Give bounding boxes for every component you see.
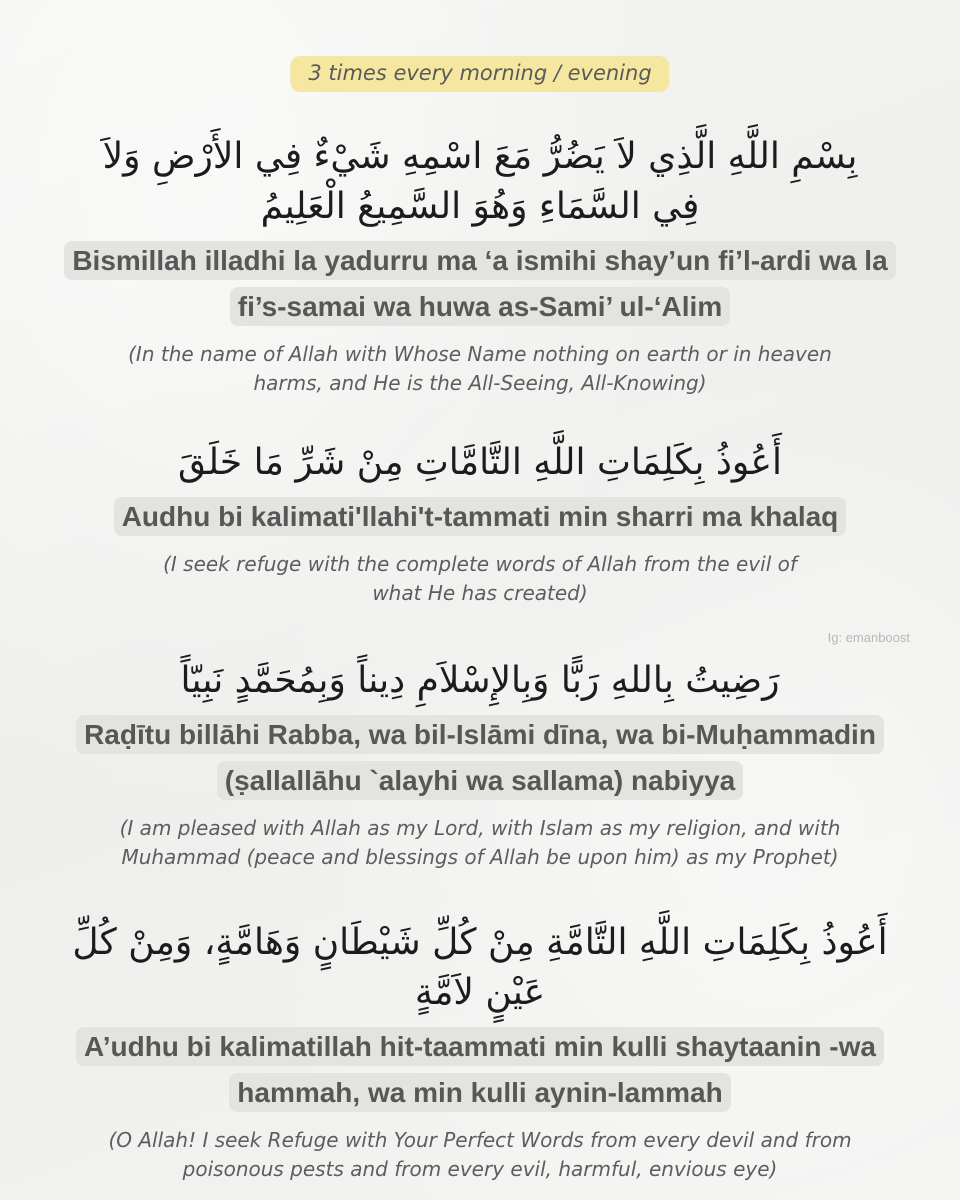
dua-2-transliteration-wrap (40, 494, 920, 540)
dua-3-transliteration-wrap (40, 712, 920, 804)
dua-section-4 (40, 918, 920, 1184)
dua-4-translation: (O Allah! I seek Refuge with Your Perfect Words from every devil and from poisonous pests and from every evil, harmful, envious eye) (108, 1128, 852, 1181)
dua-3-transliteration: Raḍītu billāhi Rabba, wa bil-Islāmi dīna, wa bi-Muḥammadin (ṣallallāhu `alayhi wa sallama) nabiyya (76, 715, 884, 800)
dua-section-2 (40, 438, 920, 608)
dua-1-transliteration: Bismillah illadhi la yadurru ma ‘a ismihi shay’un fi’l-ardi wa la fi’s-samai wa huwa as-Sami’ ul-‘Alim (64, 241, 895, 326)
dua-4-transliteration-wrap (40, 1024, 920, 1116)
instagram-watermark: Ig: emanboost (827, 630, 910, 645)
dua-2-arabic: أَعُوذُ بِكَلِمَاتِ اللَّهِ التَّامَّاتِ مِنْ شَرِّ مَا خَلَقَ (177, 442, 782, 483)
dua-3-translation: (I am pleased with Allah as my Lord, with Islam as my religion, and with Muhammad (peace and blessings of Allah be upon him) as my Prophet) (119, 816, 841, 869)
dua-section-1 (40, 132, 920, 398)
dua-4-transliteration: A’udhu bi kalimatillah hit-taammati min kulli shaytaanin -wa hammah, wa min kulli aynin-lammah (76, 1027, 884, 1112)
dua-1-translation: (In the name of Allah with Whose Name nothing on earth or in heaven harms, and He is the All-Seeing, All-Knowing) (128, 342, 832, 395)
dua-4-arabic: أَعُوذُ بِكَلِمَاتِ اللَّهِ التَّامَّةِ مِنْ كُلِّ شَيْطَانٍ وَهَامَّةٍ، وَمِنْ كُلِّ عَيْنٍ لاَمَّةٍ (72, 922, 888, 1013)
dua-3-arabic: رَضِيتُ بِاللهِ رَبًّا وَبِالإِسْلاَمِ دِيناً وَبِمُحَمَّدٍ نَبِيّاً (180, 660, 780, 701)
dua-1-transliteration-wrap (40, 238, 920, 330)
frequency-label: 3 times every morning / evening (290, 56, 669, 92)
dua-2-transliteration: Audhu bi kalimati'llahi't-tammati min sharri ma khalaq (114, 497, 847, 536)
dua-1-arabic: بِسْمِ اللَّهِ الَّذِي لاَ يَضُرُّ مَعَ اسْمِهِ شَيْءٌ فِي الأَرْضِ وَلاَ فِي السَّمَاءِ وَهُوَ السَّمِيعُ الْعَلِيمُ (102, 136, 858, 227)
dua-2-translation: (I seek refuge with the complete words of Allah from the evil of what He has created) (163, 552, 797, 605)
dua-section-3 (40, 656, 920, 872)
